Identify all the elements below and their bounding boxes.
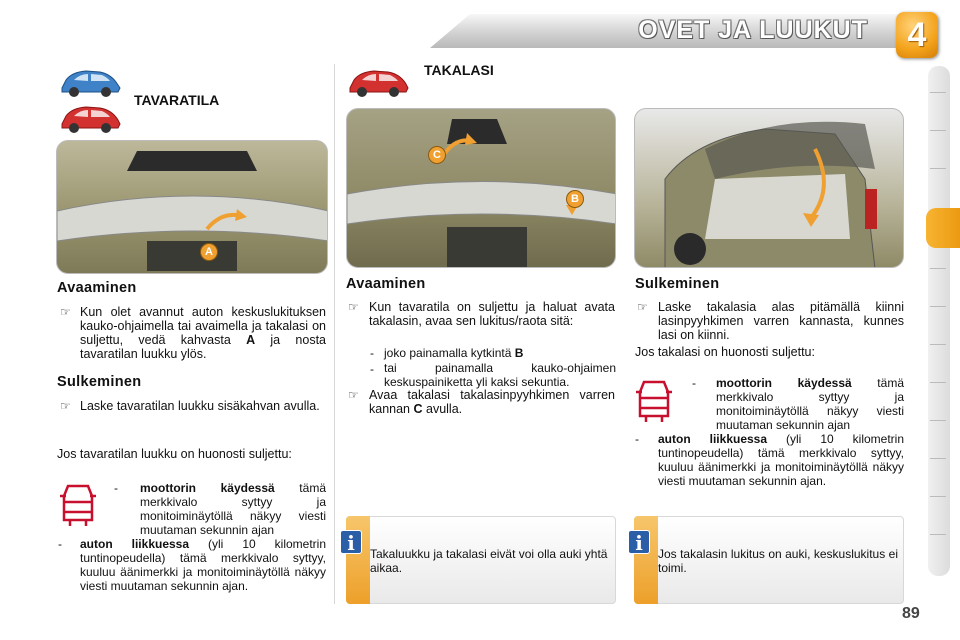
open-door-warning-icon xyxy=(58,482,98,528)
column-divider xyxy=(334,64,335,604)
rear-window-photo xyxy=(346,108,616,268)
right-close-text: Laske takalasia alas pitämällä kiinni lasinpyyhkimen varren kannasta, kunnes lasi on kiinni. xyxy=(658,300,904,342)
middle-info-text: Takaluukku ja takalasi eivät voi olla auki yhtä aikaa. xyxy=(370,547,608,575)
chapter-tab-rail xyxy=(928,66,950,576)
pointer-bullet-icon: ☞ xyxy=(60,305,71,319)
open-rear-window-illustration xyxy=(635,109,904,268)
blue-car-icon xyxy=(58,66,122,98)
middle-sub2-text: tai painamalla kauko-ohjaimen keskuspainiketta yli kaksi sekuntia. xyxy=(384,361,616,389)
tab-divider xyxy=(930,496,946,497)
tab-divider xyxy=(930,168,946,169)
middle-open-heading: Avaaminen xyxy=(346,276,426,292)
section-title-takalasi: TAKALASI xyxy=(424,62,494,78)
section-title-tavaratila: TAVARATILA xyxy=(134,92,220,108)
info-icon: i xyxy=(340,530,362,554)
callout-c: C xyxy=(428,146,446,164)
right-bad-close-text: Jos takalasi on huonosti suljettu: xyxy=(635,345,815,359)
right-close-heading: Sulkeminen xyxy=(635,276,720,292)
info-icon: i xyxy=(628,530,650,554)
right-engine-running-text: moottorin käydessä tämä merkkivalo syttyy ja monitoiminäytöllä näkyy viesti muutaman sekunnin ajan xyxy=(716,376,904,432)
left-bad-close-text: Jos tavaratilan luukku on huonosti suljettu: xyxy=(57,447,292,461)
middle-sub1-text: joko painamalla kytkintä B xyxy=(384,346,524,360)
dash: - xyxy=(58,537,62,551)
page-number: 89 xyxy=(902,605,920,622)
red-car-icon xyxy=(58,102,122,134)
callout-b: B xyxy=(566,190,584,208)
middle-open-text: Kun tavaratila on suljettu ja haluat avata takalasin, avaa sen lukitus/raota sitä: xyxy=(369,300,615,328)
left-moving-text: auton liikkuessa (yli 10 kilometrin tuntinopeudella) tämä merkkivalo syttyy, kuuluu äänimerkki ja monitoiminäytöllä näkyy viesti muutaman sekunnin ajan. xyxy=(80,537,326,593)
dash: - xyxy=(692,376,696,390)
tailgate-illustration xyxy=(57,141,328,274)
tab-divider xyxy=(930,344,946,345)
left-engine-running-text: moottorin käydessä tämä merkkivalo syttyy ja monitoiminäytöllä näkyy viesti muutaman sekunnin ajan xyxy=(140,481,326,537)
tab-divider xyxy=(930,92,946,93)
callout-a: A xyxy=(200,243,218,261)
tab-divider xyxy=(930,268,946,269)
left-open-text: Kun olet avannut auton keskuslukituksen kauko-ohjaimella tai avaimella ja takalasi on suljettu, vedä kahvasta A ja nosta tavaratilan luukku ylös. xyxy=(80,305,326,361)
open-window-warning-icon xyxy=(634,378,674,424)
pointer-bullet-icon: ☞ xyxy=(60,399,71,413)
tailgate-photo xyxy=(56,140,328,274)
tab-divider xyxy=(930,306,946,307)
left-close-text: Laske tavaratilan luukku sisäkahvan avulla. xyxy=(80,399,320,413)
dash: - xyxy=(370,346,374,360)
pointer-bullet-icon: ☞ xyxy=(348,388,359,402)
tab-divider xyxy=(930,458,946,459)
middle-lift-text: Avaa takalasi takalasinpyyhkimen varren kannan C avulla. xyxy=(369,388,615,416)
chapter-number: 4 xyxy=(907,16,927,54)
dash: - xyxy=(114,481,118,495)
dash: - xyxy=(370,362,374,376)
right-moving-text: auton liikkuessa (yli 10 kilometrin tuntinopeudella) tämä merkkivalo syttyy, kuuluu äänimerkki ja monitoiminäytöllä näkyy viesti muutaman sekunnin ajan. xyxy=(658,432,904,488)
left-close-heading: Sulkeminen xyxy=(57,374,142,390)
pointer-bullet-icon: ☞ xyxy=(637,300,648,314)
open-rear-window-photo xyxy=(634,108,904,268)
tab-divider xyxy=(930,534,946,535)
tab-divider xyxy=(930,420,946,421)
pointer-bullet-icon: ☞ xyxy=(348,300,359,314)
red-car-icon xyxy=(346,66,410,98)
chapter-tab-active[interactable] xyxy=(926,208,960,248)
page-title: OVET JA LUUKUT xyxy=(638,16,868,44)
rear-window-illustration xyxy=(347,109,616,268)
chapter-badge xyxy=(896,12,938,58)
dash: - xyxy=(635,432,639,446)
tab-divider xyxy=(930,130,946,131)
right-info-text: Jos takalasin lukitus on auki, keskuslukitus ei toimi. xyxy=(658,547,898,575)
tab-divider xyxy=(930,382,946,383)
left-open-heading: Avaaminen xyxy=(57,280,137,296)
